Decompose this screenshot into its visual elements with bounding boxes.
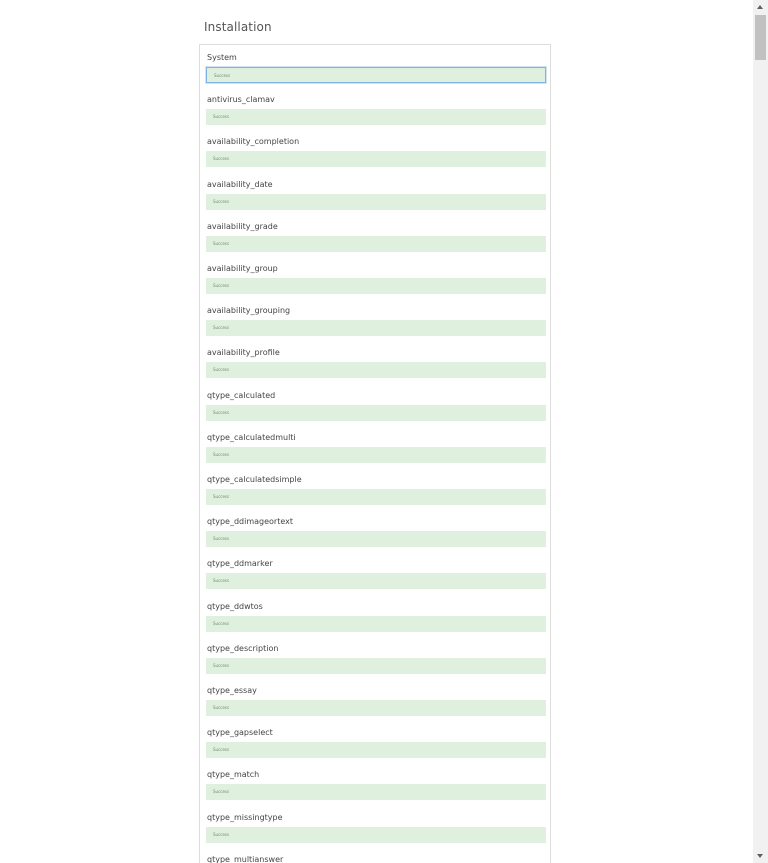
success-notification: [206, 700, 546, 716]
plugin-name: availability_group: [207, 264, 278, 273]
scroll-down-arrow-icon[interactable]: [757, 854, 763, 858]
success-notification: [206, 827, 546, 843]
plugin-name: availability_completion: [207, 137, 300, 147]
success-notification: [206, 573, 546, 589]
status-text: Success: [213, 494, 230, 499]
status-text: Success: [213, 367, 230, 373]
success-notification: [206, 658, 546, 674]
status-text: Success: [213, 662, 230, 668]
status-text: Success: [213, 789, 230, 795]
status-text: Success: [213, 156, 230, 162]
success-notification: [206, 531, 546, 547]
success-notification: [206, 320, 546, 336]
status-text: Success: [213, 747, 230, 753]
success-notification: [206, 489, 546, 505]
success-notification: [206, 194, 546, 210]
status-text: Success: [213, 620, 230, 626]
page-title: Installation: [204, 20, 272, 34]
status-text: Success: [213, 536, 230, 542]
status-text: Success: [213, 325, 230, 331]
success-notification: [206, 151, 546, 167]
success-notification: [206, 447, 546, 463]
plugin-name: qtype_gapselect: [207, 728, 273, 738]
installation-results-panel: [199, 44, 551, 863]
success-notification: [206, 278, 546, 294]
plugin-name: availability_profile: [207, 348, 280, 358]
plugin-name: qtype_ddwtos: [207, 601, 263, 611]
status-text: Success: [213, 831, 230, 837]
plugin-name: qtype_calculatedmulti: [207, 432, 296, 442]
plugin-name: qtype_match: [207, 770, 260, 780]
status-text: Success: [213, 451, 230, 457]
plugin-name: availability_grouping: [207, 306, 291, 316]
status-text: Success: [213, 409, 230, 415]
plugin-name: System: [207, 53, 237, 62]
success-notification: [206, 616, 546, 632]
status-text: Success: [213, 240, 230, 246]
plugin-name: qtype_calculatedsimple: [207, 475, 302, 484]
scroll-up-arrow-icon[interactable]: [757, 5, 763, 9]
success-notification: [206, 236, 546, 252]
success-notification: [206, 405, 546, 421]
plugin-name: qtype_essay: [207, 686, 257, 695]
status-text: Success: [213, 198, 230, 204]
plugin-name: qtype_ddimageortext: [207, 517, 293, 527]
plugin-name: antivirus_clamav: [207, 95, 275, 105]
plugin-name: qtype_calculated: [207, 390, 276, 400]
success-notification: [206, 362, 546, 378]
success-notification: [206, 742, 546, 758]
plugin-name: availability_grade: [207, 221, 278, 231]
plugin-name: availability_date: [207, 179, 273, 189]
plugin-name: qtype_missingtype: [207, 812, 283, 822]
plugin-name: qtype_description: [207, 643, 279, 653]
plugin-name: qtype_ddmarker: [207, 559, 273, 569]
status-text: Success: [214, 73, 231, 78]
success-notification: [206, 67, 546, 83]
status-text: Success: [213, 114, 230, 120]
success-notification: [206, 109, 546, 125]
scrollbar-thumb[interactable]: [755, 15, 766, 60]
status-text: Success: [213, 283, 230, 288]
status-text: Success: [213, 705, 230, 710]
status-text: Success: [213, 578, 230, 584]
success-notification: [206, 784, 546, 800]
vertical-scrollbar[interactable]: [753, 0, 768, 863]
plugin-name: qtype_multianswer: [207, 854, 284, 863]
